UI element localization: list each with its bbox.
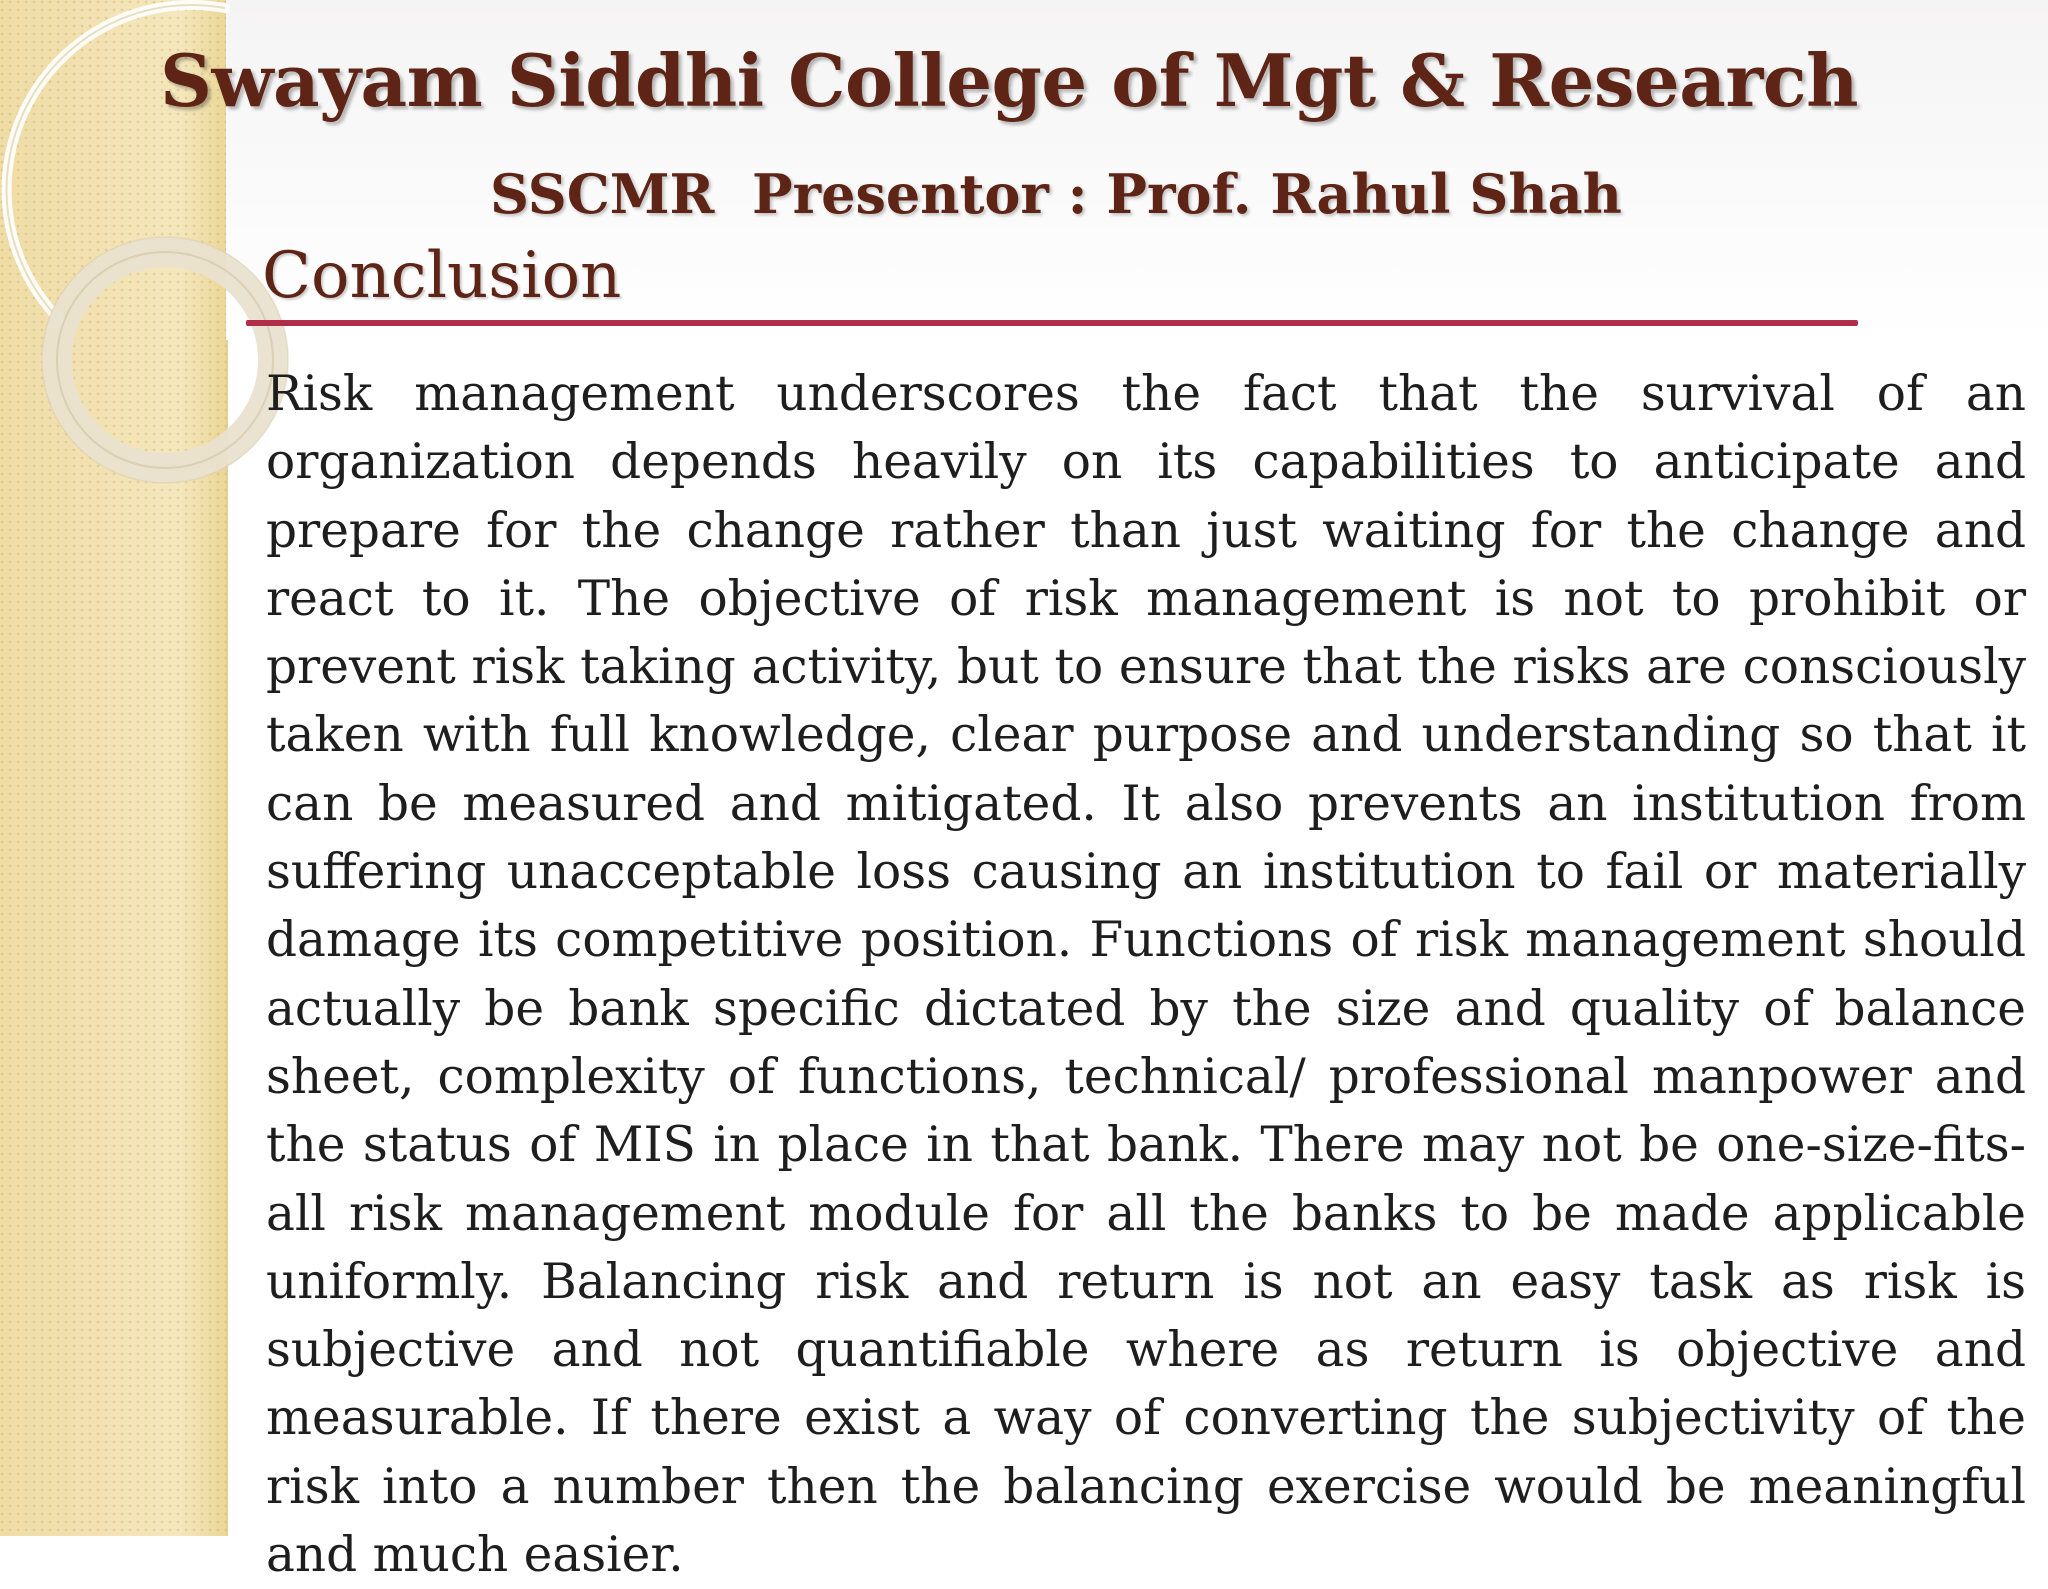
decorative-sidebar (0, 0, 228, 1536)
heading-underline (246, 320, 1858, 326)
conclusion-paragraph: Risk management underscores the fact that the survival of an organization depends heavily on its capabilities to anticipate and prepare for the change rather than just waiting for the change and react to it. The objective of risk management is not to prohibit or prevent risk taking activity, but to ensure that the risks are consciously taken with full knowledge, clear purpose and understanding so that it can be measured and mitigated. It also prevents an institution from suffering unacceptable loss causing an institution to fail or materially damage its competitive position. Functions of risk management should actually be bank specific dictated by the size and quality of balance sheet, complexity of functions, technical/ professional manpower and the status of MIS in place in that bank. There may not be one-size-fits-all risk management module for all the banks to be made applicable uniformly. Balancing risk and return is not an easy task as risk is subjective and not quantifiable where as return is objective and measurable. If there exist a way of converting the subjectivity of the risk into a number then the balancing exercise would be meaningful and much easier. (266, 366, 2026, 1584)
section-heading: Conclusion (262, 239, 622, 313)
presenter-subtitle: SSCMR Presentor : Prof. Rahul Shah (490, 162, 1622, 226)
college-title: Swayam Siddhi College of Mgt & Research (160, 38, 1858, 123)
